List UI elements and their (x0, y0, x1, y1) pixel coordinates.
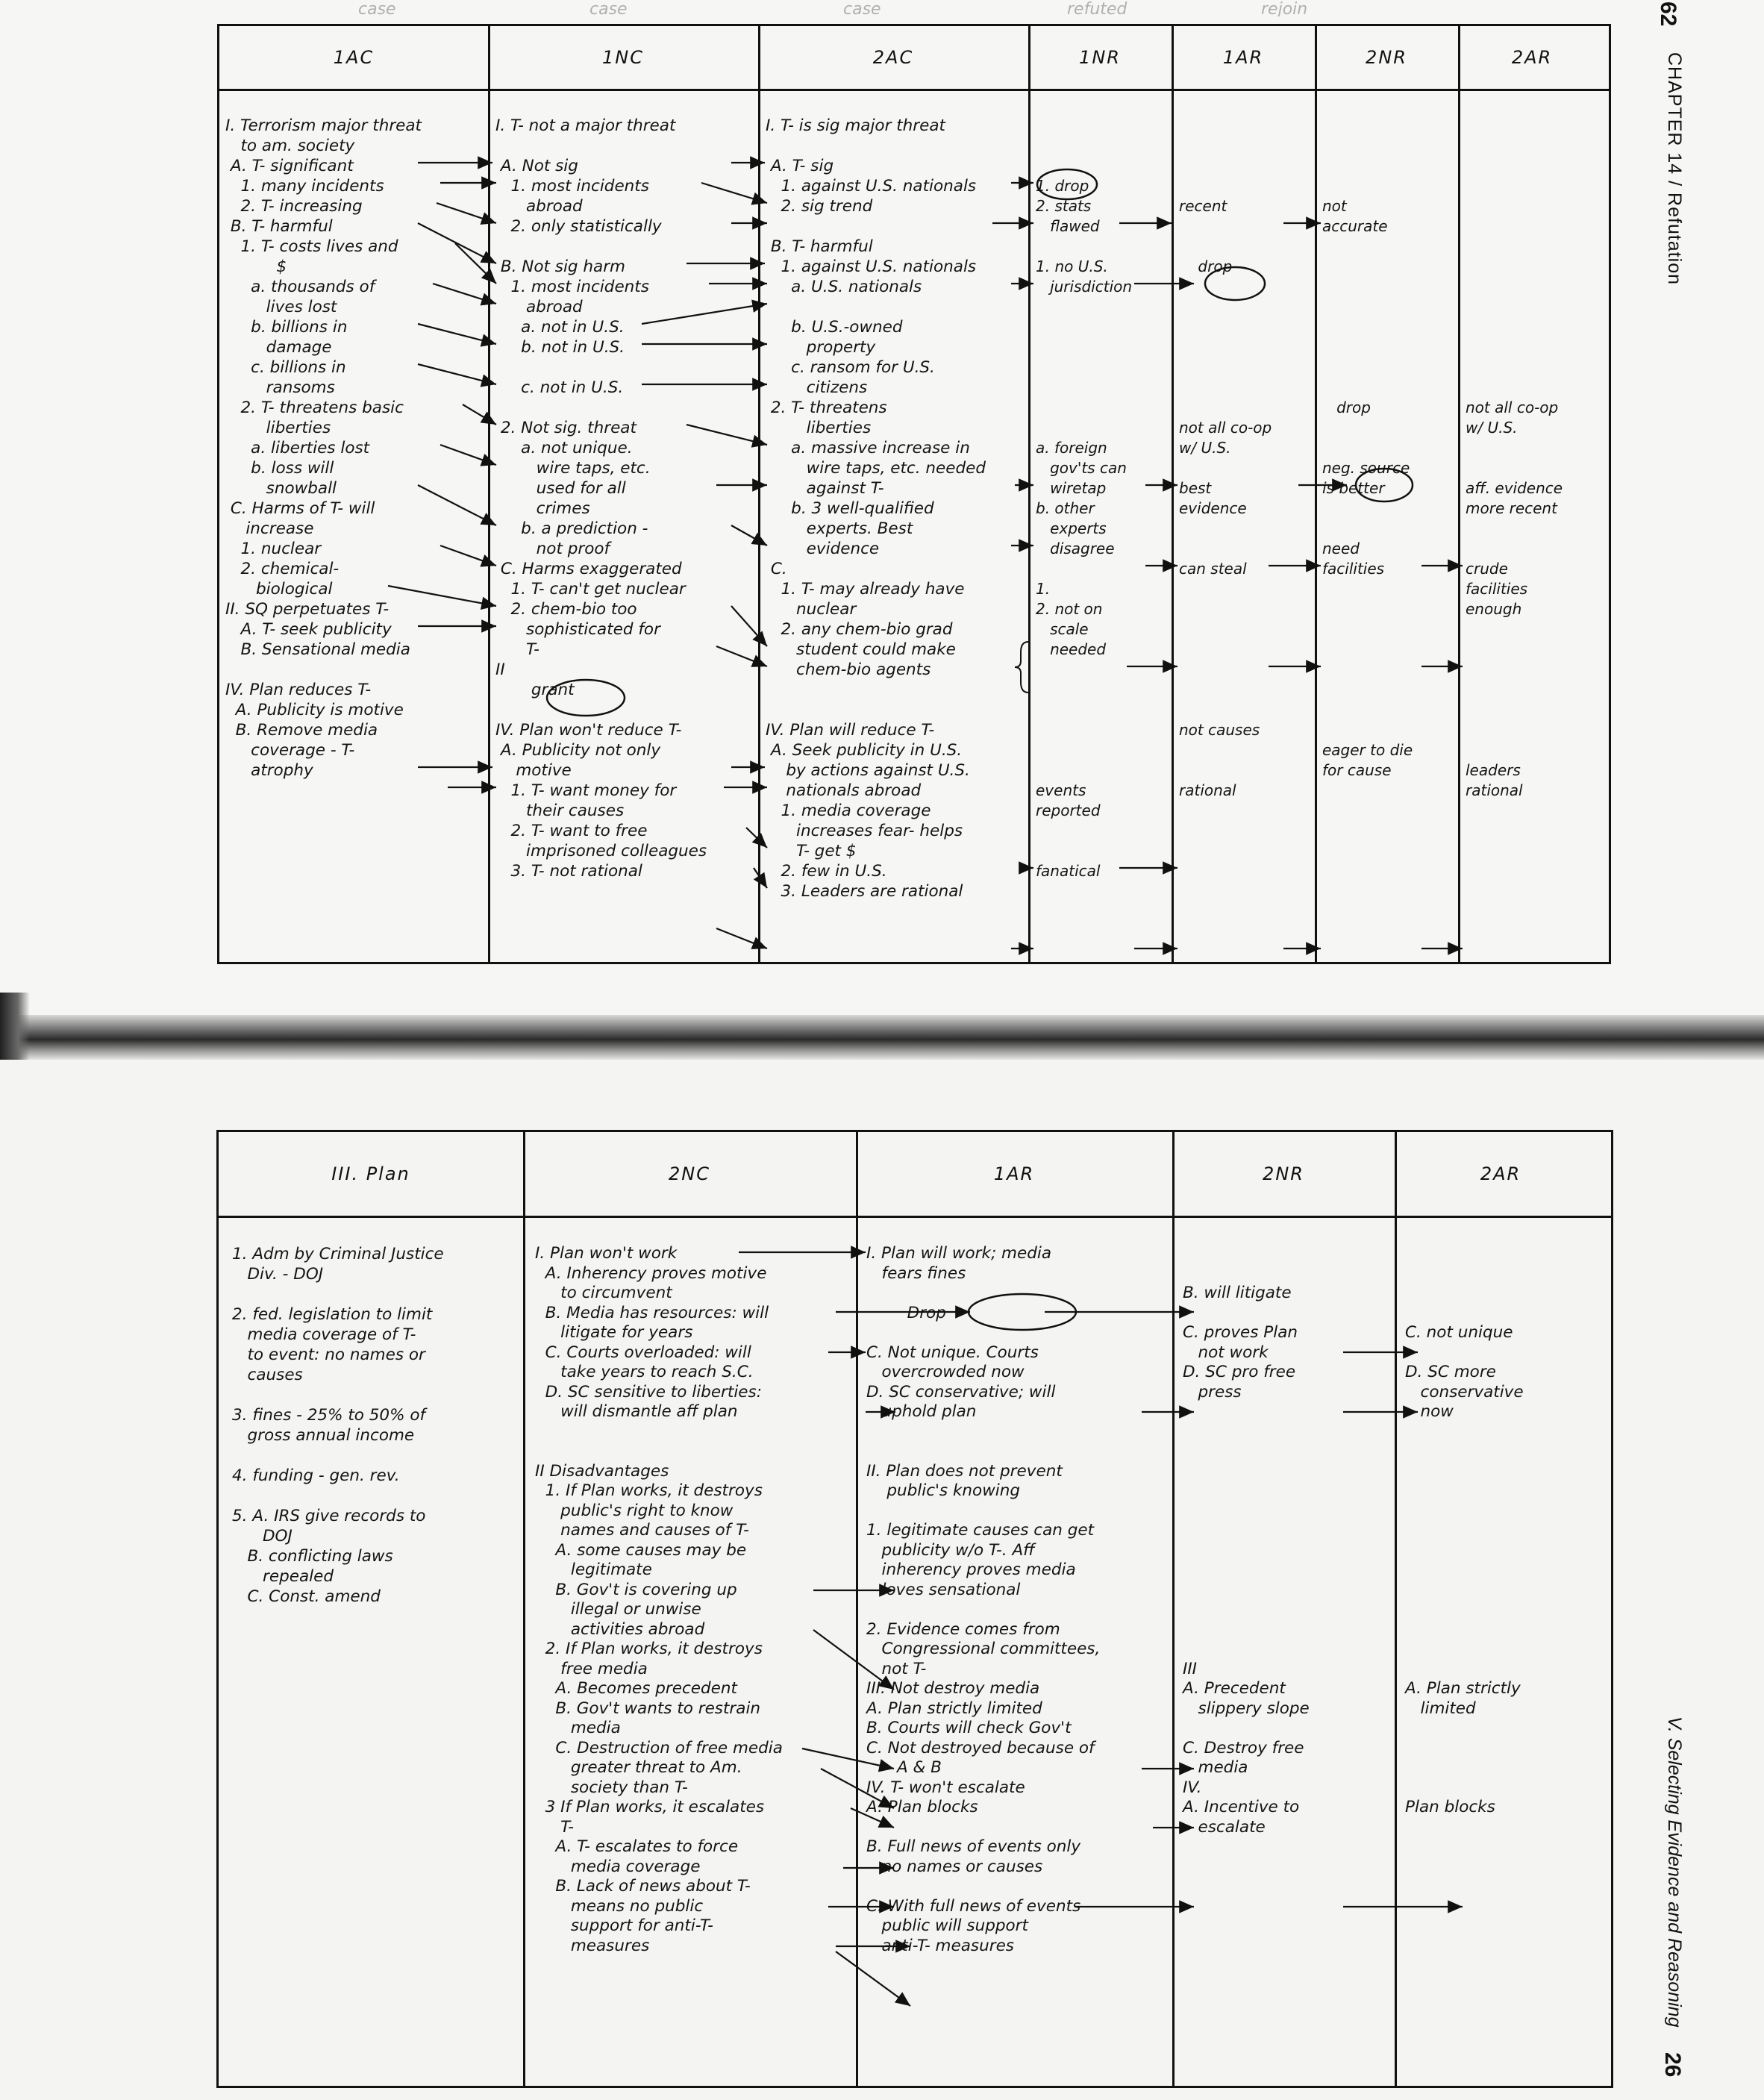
part-running-head: V. Selecting Evidence and Reasoning (1664, 1716, 1685, 2028)
column-plan-planks: 1. Adm by Criminal Justice Div. - DOJ 2. fed. legislation to limit media coverage of T- to event: no names or causes 3. fines - 25% to 50% of gross annual income 4. funding - gen. rev. 5. A. IRS give records to DOJ B. conflicting laws repealed C. Const. amend (232, 1245, 444, 1606)
column-divider (1458, 26, 1460, 962)
column-divider (856, 1132, 858, 2086)
header-1ar: 1AR (993, 1163, 1035, 1184)
column-2nc-arguments: I. Plan won't work A. Inherency proves motive to circumvent B. Media has resources: will litigate for years C. Courts overloaded: will take years to reach S.C. D. SC sensitive to liberties: will dismantle aff plan II Disadvantages 1. If Plan works, it destroys public's right to know names and causes of T- A. some causes may be legitimate B. Gov't is covering up illegal or unwise activities abroad 2. If Plan works, it destroys free media A. Becomes precedent B. Gov't wants to restrain media C. Destruction of free media greater threat to Am. society than T- 3 If Plan works, it escalates T- A. T- escalates to force media coverage B. Lack of news about T- means no public support for anti-T- measures (535, 1244, 783, 1955)
header-2ar: 2AR (1480, 1163, 1521, 1184)
header-1nr: 1NR (1079, 47, 1121, 68)
column-divider (1028, 26, 1030, 962)
bleed-through-text: case case case refuted rejoin (358, 0, 1308, 16)
column-divider (758, 26, 760, 962)
header-2nr: 2NR (1366, 47, 1407, 68)
header-1ac: 1AC (333, 47, 375, 68)
header-2nr: 2NR (1263, 1163, 1304, 1184)
column-divider (488, 26, 490, 962)
column-1nr-arguments: 1. drop 2. stats flawed 1. no U.S. jurisdiction a. foreign gov'ts can wiretap b. other experts disagree 1. 2. not on scale needed events reported fanatical (1036, 177, 1133, 880)
column-2ar-arguments: not all co-op w/ U.S. aff. evidence more recent crude facilities enough leaders rational (1466, 399, 1563, 799)
header-1nc: 1NC (602, 47, 644, 68)
column-2nr-arguments: not accurate drop neg. source is better need facilities eager to die for cause (1322, 197, 1413, 779)
header-2nc: 2NC (669, 1163, 710, 1184)
page-number-top: 62 (1656, 1, 1680, 27)
column-1ar-arguments: recent drop not all co-op w/ U.S. best evidence can steal not causes rational (1179, 197, 1272, 799)
flow-sheet-top (217, 24, 1611, 964)
column-2nr-arguments: B. will litigate C. proves Plan not work D. SC pro free press III A. Precedent slippery slope C. Destroy free media IV. A. Incentive to escalate (1183, 1284, 1310, 1837)
flow-sheet-bottom (216, 1130, 1613, 2088)
column-2ac-arguments: I. T- is sig major threat A. T- sig 1. against U.S. nationals 2. sig trend B. T- harmful 1. against U.S. nationals a. U.S. nationals b. U.S.-owned property c. ransom for U.S. citizens 2. T- threatens liberties a. massive increase in wire taps, etc. needed against T- b. 3 well-qualified experts. Best evidence C. 1. T- may already have nuclear 2. any chem-bio grad student could make chem-bio agents IV. Plan will reduce T- A. Seek publicity in U.S. by actions against U.S. nationals abroad 1. media coverage increases fear- helps T- get $ 2. few in U.S. 3. Leaders are rational (766, 116, 986, 901)
page-number-bottom: 26 (1660, 2052, 1685, 2078)
column-divider (1172, 26, 1174, 962)
header-2ar: 2AR (1511, 47, 1553, 68)
header-plan: III. Plan (331, 1163, 410, 1184)
chapter-running-head: CHAPTER 14 / Refutation (1664, 52, 1685, 286)
column-divider (1172, 1132, 1175, 2086)
column-divider (1315, 26, 1317, 962)
column-1nc-arguments: I. T- not a major threat A. Not sig 1. most incidents abroad 2. only statistically B. Not sig harm 1. most incidents abroad a. not in U.S. b. not in U.S. c. not in U.S. 2. Not sig. threat a. not unique. wire taps, etc. used for all crimes b. a prediction - not proof C. Harms exaggerated 1. T- can't get nuclear 2. chem-bio too sophisticated for T- II grant IV. Plan won't reduce T- A. Publicity not only motive 1. T- want money for their causes 2. T- want to free imprisoned colleagues 3. T- not rational (495, 116, 707, 881)
column-divider (1395, 1132, 1397, 2086)
column-1ar-arguments: I. Plan will work; media fears fines Drop C. Not unique. Courts overcrowded now D. SC conservative; will uphold plan II. Plan does not prevent public's knowing 1. legitimate causes can get publicity w/o T-. Aff inherency proves media loves sensational 2. Evidence comes from Congressional committees, not T- III. Not destroy media A. Plan strictly limited B. Courts will check Gov't C. Not destroyed because of A & B IV. T- won't escalate A. Plan blocks B. Full news of events only no names or causes C. With full news of events public will support anti-T- measures (866, 1244, 1101, 1955)
header-1ar: 1AR (1222, 47, 1264, 68)
book-gutter (0, 1015, 1764, 1060)
column-divider (523, 1132, 525, 2086)
column-2ar-arguments: C. not unique D. SC more conservative now A. Plan strictly limited Plan blocks (1405, 1323, 1524, 1816)
column-1ac-arguments: I. Terrorism major threat to am. society A. T- significant 1. many incidents 2. T- increasing B. T- harmful 1. T- costs lives and $ a. thousands of lives lost b. billions in damage c. billions in ransoms 2. T- threatens basic liberties a. liberties lost b. loss will snowball C. Harms of T- will increase 1. nuclear 2. chemical- biological II. SQ perpetuates T- A. T- seek publicity B. Sensational media IV. Plan reduces T- A. Publicity is motive B. Remove media coverage - T- atrophy (225, 116, 422, 780)
header-2ac: 2AC (872, 47, 914, 68)
